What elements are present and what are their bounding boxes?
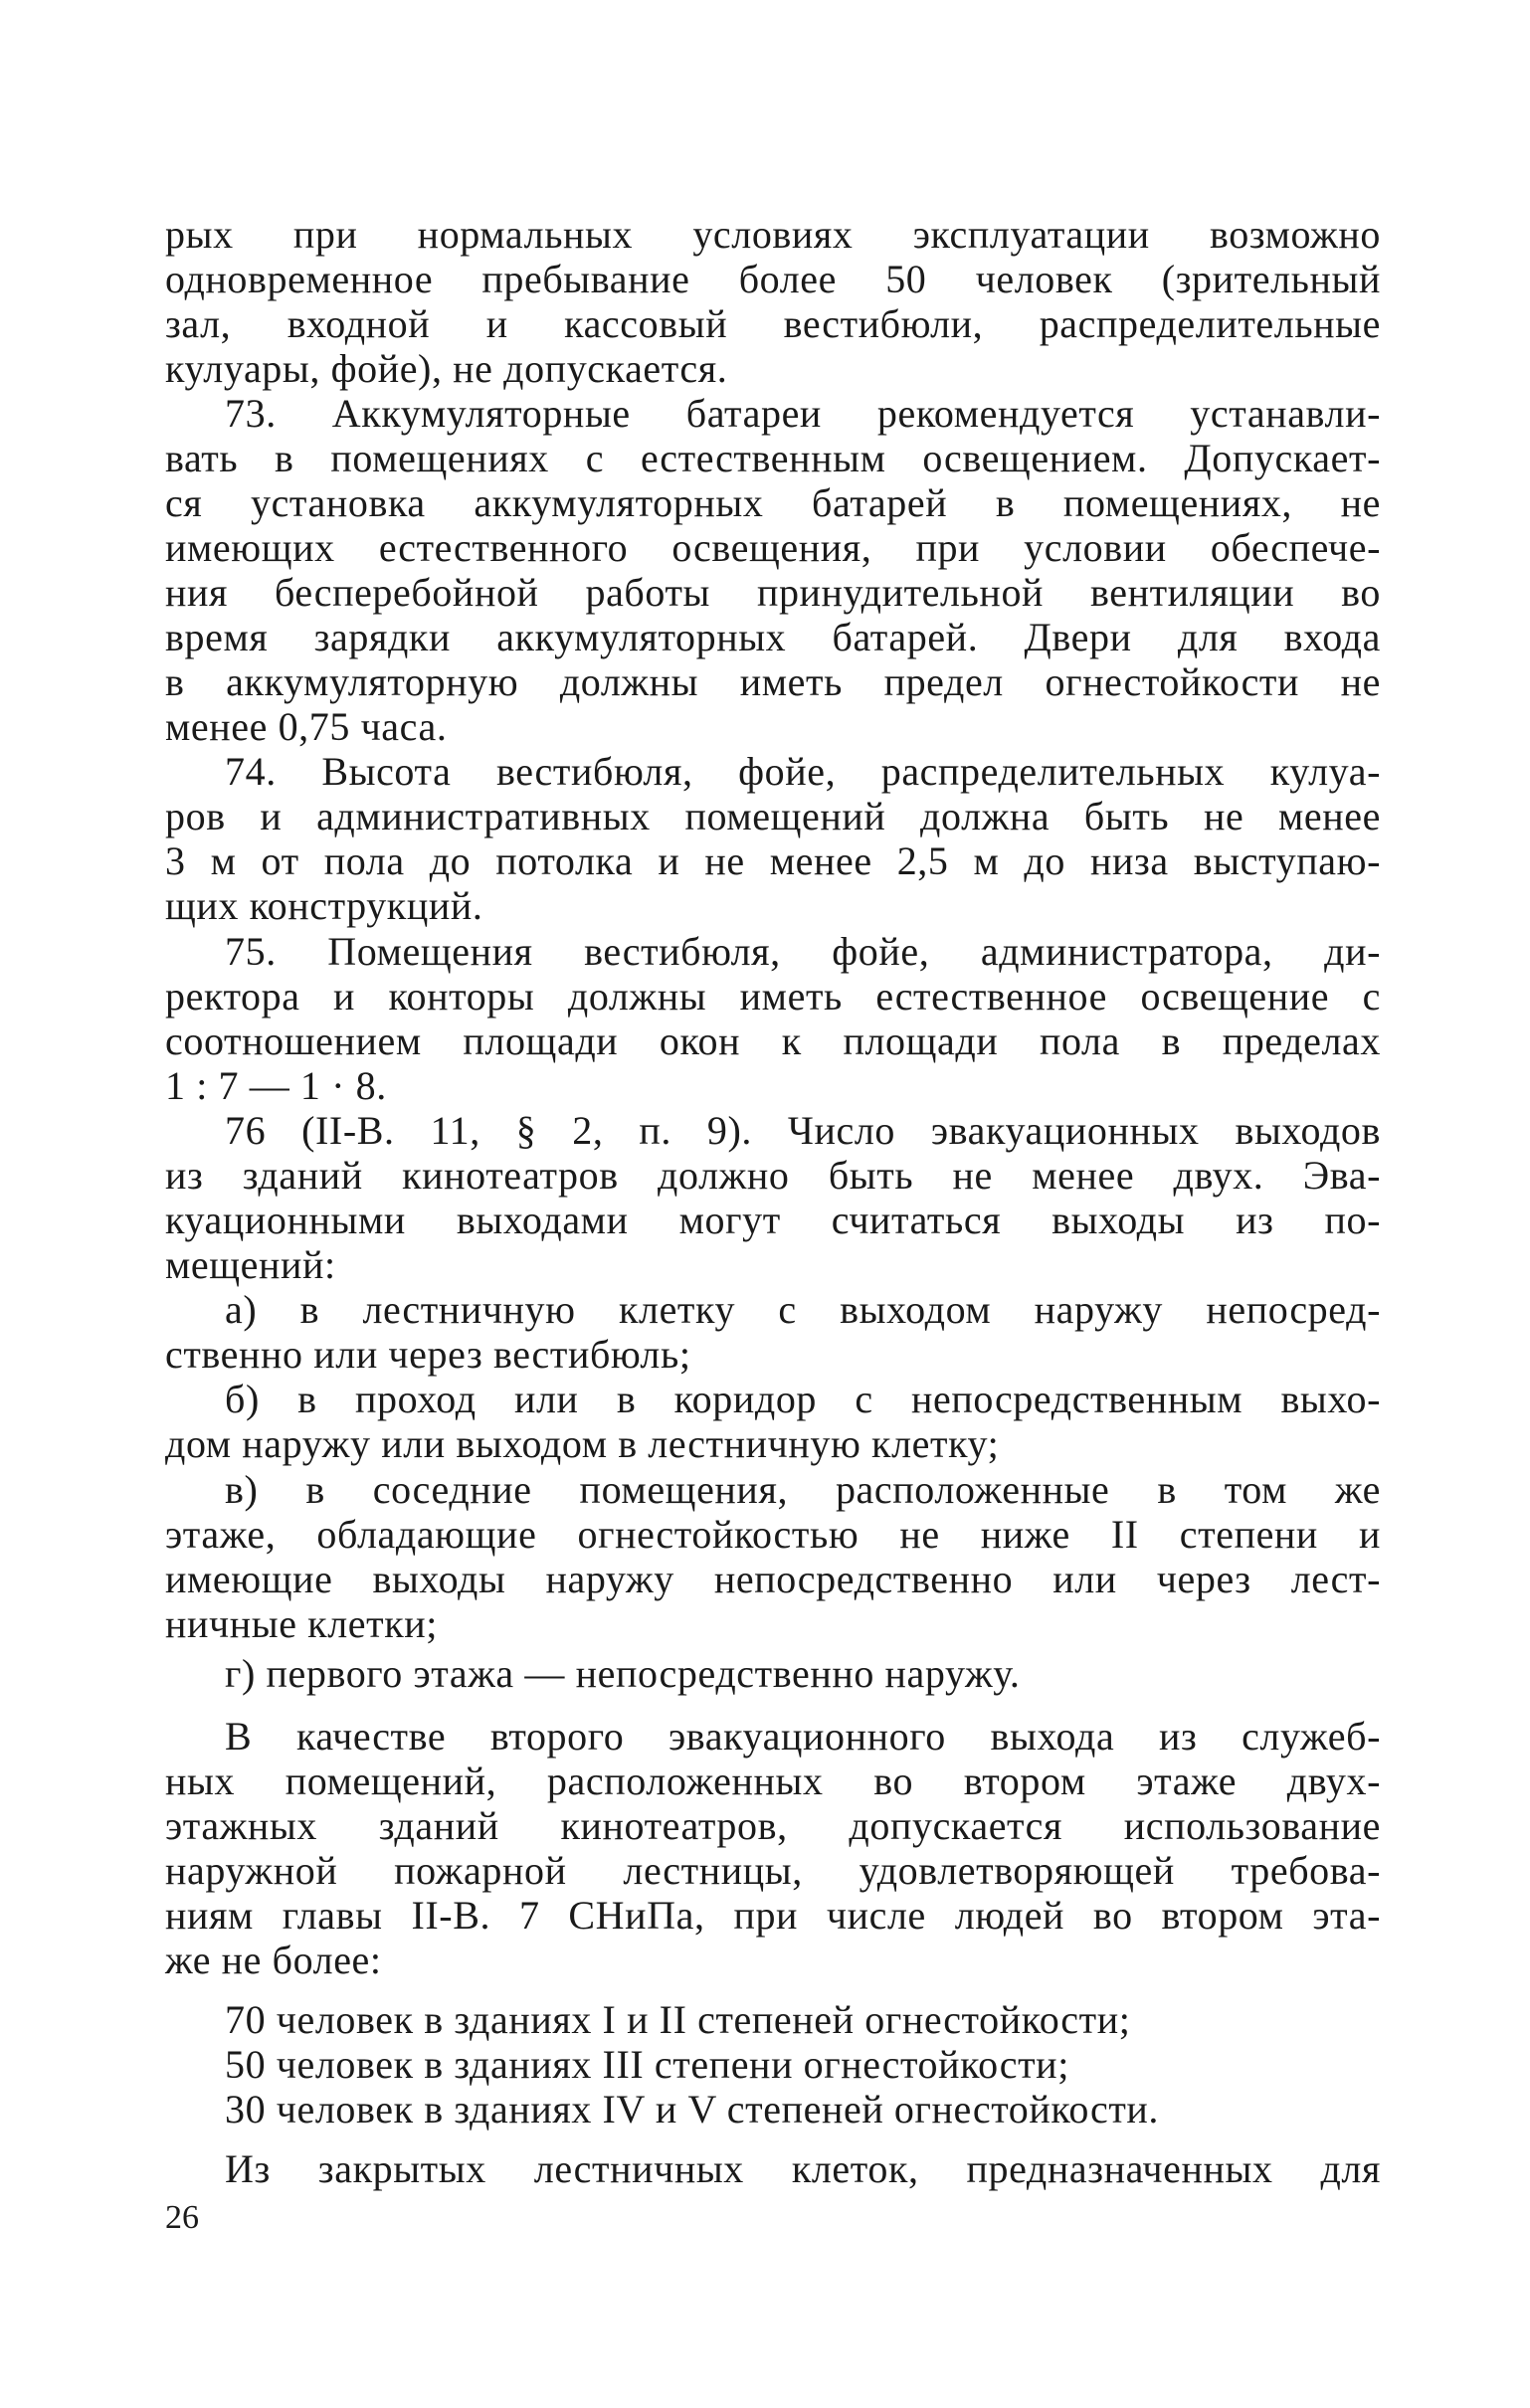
list-item-g: г) первого этажа — непосредственно наружу.: [225, 1651, 1021, 1696]
text-line: менее 0,75 часа.: [165, 704, 448, 749]
paragraph-second-exit-start: В качестве второго эвакуационного выхода из служеб-: [225, 1714, 1381, 1759]
text-line: ственно или через вестибюль;: [165, 1332, 691, 1377]
occupancy-line-50: 50 человек в зданиях III степени огнестойкости;: [225, 2042, 1069, 2087]
text-line: ректора и конторы должны иметь естественное освещение с: [165, 974, 1381, 1019]
text-line: ничные клетки;: [165, 1601, 438, 1646]
text-line: вать в помещениях с естественным освещением. Допускает-: [165, 436, 1381, 480]
page-number: 26: [165, 2199, 199, 2236]
text-line: одновременное пребывание более 50 человек (зрительный: [165, 257, 1381, 301]
text-line: 1 : 7 — 1 · 8.: [165, 1063, 387, 1108]
list-item-v: в) в соседние помещения, расположенные в том же: [225, 1467, 1381, 1512]
text-line: куационными выходами могут считаться выходы из по-: [165, 1198, 1381, 1242]
text-line: из зданий кинотеатров должно быть не менее двух. Эва-: [165, 1153, 1381, 1198]
list-item-a: а) в лестничную клетку с выходом наружу непосред-: [225, 1287, 1381, 1332]
paragraph-74-start: 74. Высота вестибюля, фойе, распределительных кулуа-: [225, 749, 1381, 794]
text-line: ния бесперебойной работы принудительной вентиляции во: [165, 570, 1381, 615]
list-item-b: б) в проход или в коридор с непосредственным выхо-: [225, 1377, 1381, 1421]
text-line: же не более:: [165, 1938, 382, 1982]
text-line: дом наружу или выходом в лестничную клетку;: [165, 1421, 1000, 1466]
text-line: имеющие выходы наружу непосредственно или через лест-: [165, 1557, 1381, 1601]
occupancy-line-70: 70 человек в зданиях I и II степеней огнестойкости;: [225, 1997, 1131, 2042]
text-line: кулуары, фойе), не допускается.: [165, 346, 728, 391]
text-line: соотношением площади окон к площади пола в пределах: [165, 1019, 1381, 1063]
text-line: ниям главы II-В. 7 СНиПа, при числе людей во втором эта-: [165, 1893, 1381, 1938]
text-line: наружной пожарной лестницы, удовлетворяющей требова-: [165, 1848, 1381, 1893]
text-line: ных помещений, расположенных во втором этаже двух-: [165, 1759, 1381, 1803]
text-line: щих конструкций.: [165, 883, 483, 928]
text-line: мещений:: [165, 1242, 336, 1287]
paragraph-closed-stairs-start: Из закрытых лестничных клеток, предназначенных для: [225, 2146, 1381, 2191]
text-line: время зарядки аккумуляторных батарей. Двери для входа: [165, 615, 1381, 659]
paragraph-76-start: 76 (II-В. 11, § 2, п. 9). Число эвакуационных выходов: [225, 1108, 1381, 1153]
text-line: этаже, обладающие огнестойкостью не ниже II степени и: [165, 1512, 1381, 1557]
text-line: ся установка аккумуляторных батарей в помещениях, не: [165, 480, 1381, 525]
paragraph-75-start: 75. Помещения вестибюля, фойе, администратора, ди-: [225, 929, 1381, 974]
text-line: этажных зданий кинотеатров, допускается использование: [165, 1803, 1381, 1848]
text-line: зал, входной и кассовый вестибюли, распределительные: [165, 301, 1381, 346]
occupancy-line-30: 30 человек в зданиях IV и V степеней огнестойкости.: [225, 2087, 1160, 2131]
text-line: в аккумуляторную должны иметь предел огнестойкости не: [165, 659, 1381, 704]
text-line: рых при нормальных условиях эксплуатации возможно: [165, 212, 1381, 257]
text-line: ров и административных помещений должна быть не менее: [165, 794, 1381, 838]
paragraph-73-start: 73. Аккумуляторные батареи рекомендуется устанавли-: [225, 391, 1381, 436]
text-line: имеющих естественного освещения, при условии обеспече-: [165, 525, 1381, 570]
text-line: 3 м от пола до потолка и не менее 2,5 м до низа выступаю-: [165, 838, 1381, 883]
